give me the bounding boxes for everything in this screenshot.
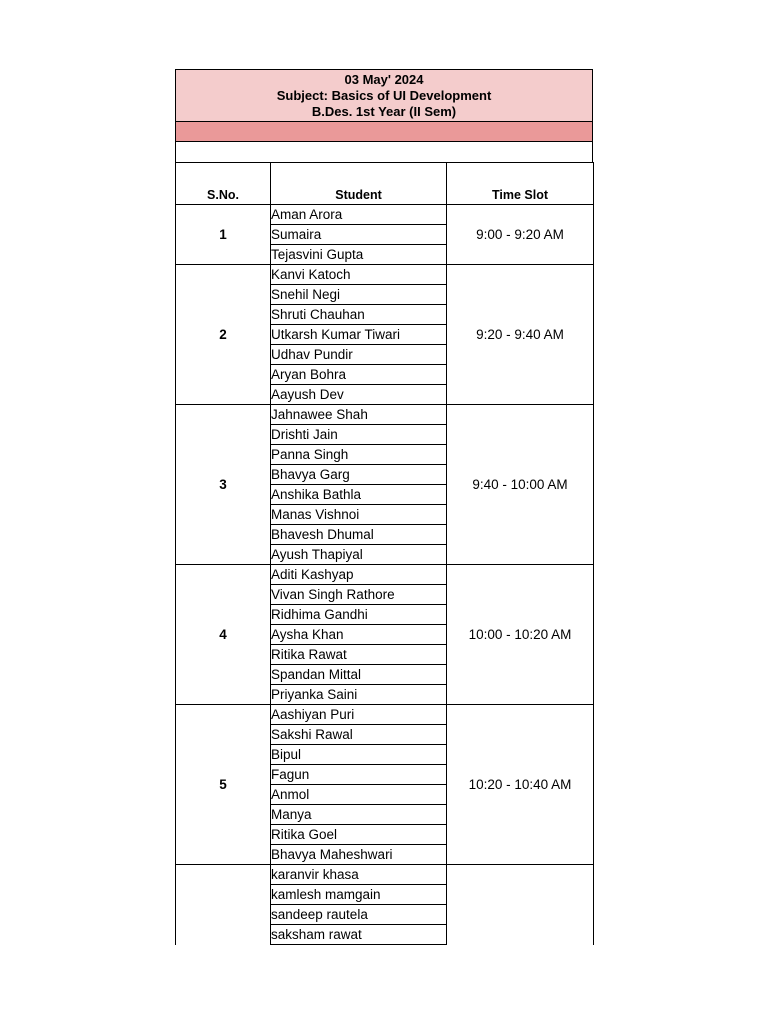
student-name: Jahnawee Shah <box>271 405 447 425</box>
student-name: Spandan Mittal <box>271 665 447 685</box>
student-name: Utkarsh Kumar Tiwari <box>271 325 447 345</box>
student-name: Snehil Negi <box>271 285 447 305</box>
title-block <box>175 69 593 122</box>
student-name: Anshika Bathla <box>271 485 447 505</box>
time-slot: 9:40 - 10:00 AM <box>447 405 594 565</box>
student-name: Aysha Khan <box>271 625 447 645</box>
group-number <box>176 865 271 945</box>
group-number: 5 <box>176 705 271 865</box>
table-row <box>176 205 594 225</box>
table-row <box>176 565 594 585</box>
student-name: Drishti Jain <box>271 425 447 445</box>
table-row <box>176 265 594 285</box>
student-name: Manya <box>271 805 447 825</box>
student-name: Aryan Bohra <box>271 365 447 385</box>
student-name: Aashiyan Puri <box>271 705 447 725</box>
header-gap <box>175 142 593 162</box>
student-name: Anmol <box>271 785 447 805</box>
schedule-table <box>175 162 594 945</box>
table-row <box>176 405 594 425</box>
student-name: Aayush Dev <box>271 385 447 405</box>
student-name: kamlesh mamgain <box>271 885 447 905</box>
table-header-row <box>176 163 594 205</box>
student-name: Sumaira <box>271 225 447 245</box>
student-name: Tejasvini Gupta <box>271 245 447 265</box>
student-name: Fagun <box>271 765 447 785</box>
student-name: Bhavesh Dhumal <box>271 525 447 545</box>
group-number: 4 <box>176 565 271 705</box>
student-name: Vivan Singh Rathore <box>271 585 447 605</box>
program-title: B.Des. 1st Year (II Sem) <box>311 104 457 119</box>
student-name: Bhavya Maheshwari <box>271 845 447 865</box>
table-row <box>176 865 594 885</box>
student-name: Aman Arora <box>271 205 447 225</box>
student-name: Panna Singh <box>271 445 447 465</box>
time-slot-header: Time Slot <box>447 163 594 205</box>
group-number: 2 <box>176 265 271 405</box>
group-number: 3 <box>176 405 271 565</box>
sno-header: S.No. <box>176 163 271 205</box>
group-number: 1 <box>176 205 271 265</box>
header-band <box>175 122 593 142</box>
student-name: sandeep rautela <box>271 905 447 925</box>
time-slot: 10:00 - 10:20 AM <box>447 565 594 705</box>
student-name: Sakshi Rawal <box>271 725 447 745</box>
student-name: Ayush Thapiyal <box>271 545 447 565</box>
schedule-body <box>176 205 594 945</box>
schedule-sheet <box>175 69 593 945</box>
student-name: karanvir khasa <box>271 865 447 885</box>
student-name: Bipul <box>271 745 447 765</box>
student-name: Aditi Kashyap <box>271 565 447 585</box>
time-slot: 10:20 - 10:40 AM <box>447 705 594 865</box>
student-name: Kanvi Katoch <box>271 265 447 285</box>
student-name: Priyanka Saini <box>271 685 447 705</box>
time-slot: 9:00 - 9:20 AM <box>447 205 594 265</box>
student-name: Manas Vishnoi <box>271 505 447 525</box>
time-slot <box>447 865 594 945</box>
student-name: Ritika Goel <box>271 825 447 845</box>
student-name: saksham rawat <box>271 925 447 945</box>
subject-title: Subject: Basics of UI Development <box>276 88 492 103</box>
time-slot: 9:20 - 9:40 AM <box>447 265 594 405</box>
student-name: Ritika Rawat <box>271 645 447 665</box>
student-name: Bhavya Garg <box>271 465 447 485</box>
student-header: Student <box>271 163 447 205</box>
student-name: Ridhima Gandhi <box>271 605 447 625</box>
student-name: Udhav Pundir <box>271 345 447 365</box>
date-title: 03 May' 2024 <box>344 72 424 87</box>
student-name: Shruti Chauhan <box>271 305 447 325</box>
table-row <box>176 705 594 725</box>
